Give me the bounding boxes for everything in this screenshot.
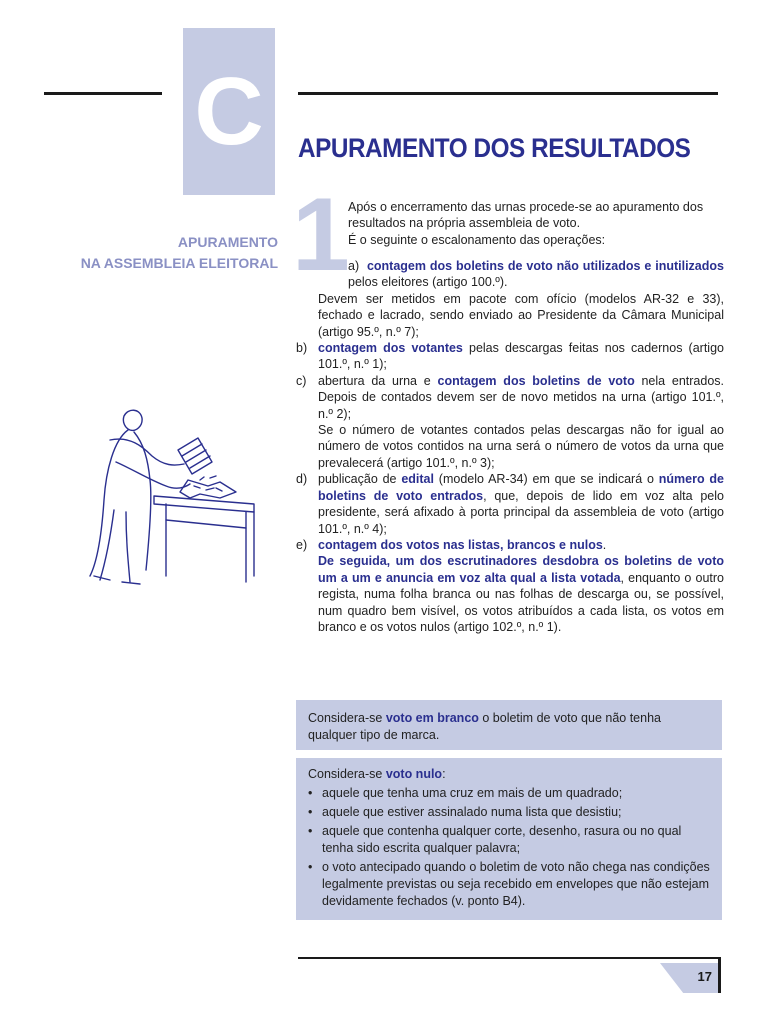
section-number: 1 [292, 177, 350, 293]
side-heading [20, 232, 278, 274]
operations-list [296, 258, 724, 635]
item-d-mid: (modelo AR-34) em que se indicará o [433, 472, 659, 487]
table-stretcher [166, 520, 246, 528]
table-legs [166, 504, 254, 582]
null-vote-after: : [442, 767, 446, 781]
null-vote-definition-box [296, 758, 722, 920]
item-d-bold-1: edital [401, 472, 434, 487]
item-b-label: b) [296, 341, 308, 356]
null-vote-before: Considera-se [308, 767, 386, 781]
item-c-text: nela entrados. Depois de contados devem ser de novo metidos na urna (artigo 101.º, n.º 2); [318, 373, 724, 421]
item-c-extra: Se o número de votantes contados pelas descargas não for igual ao número de votos contidos na urna será o número de votos da urna que prevalecerá (artigo 101.º, n.º 3); [318, 423, 724, 470]
figure-back [90, 430, 128, 576]
item-d-bold-2: número de boletins de voto entrados [318, 472, 724, 503]
page-number: 17 [697, 969, 712, 984]
item-a [296, 258, 724, 291]
null-vote-bullet-1: • aquele que tenha uma cruz em mais de um quadrado; [308, 786, 623, 800]
blank-vote-definition-box [296, 700, 722, 750]
voter-emptying-ballot-box-illustration [70, 400, 270, 590]
footer-rule [298, 957, 718, 959]
item-d-before: publicação de [318, 472, 402, 487]
intro-paragraph-1: Após o encerramento das urnas procede-se ao apuramento dos resultados na própria assembleia de voto. [348, 200, 704, 231]
null-vote-bold: voto nulo [385, 767, 443, 781]
chapter-letter: C [183, 28, 275, 195]
figure-arm-lower [116, 462, 190, 488]
item-c-label: c) [296, 373, 307, 388]
item-e-after-1: . [602, 537, 607, 552]
table-top [154, 496, 254, 512]
item-c-bold: contagem dos boletins de voto [437, 373, 635, 388]
null-vote-bullet-3: • aquele que contenha qualquer corte, desenho, rasura ou no qual tenha sido escrita qualquer palavra; [308, 824, 682, 855]
item-e [296, 537, 724, 635]
page-title: APURAMENTO DOS RESULTADOS [298, 133, 691, 163]
item-e-label: e) [296, 537, 308, 552]
item-e-text: , enquanto o outro regista, numa folha branca ou nas folhas de descarga ou, se possível, num quadro bem visível, os votos atribuídos a cada lista, os votos em branco e os votos nulos (artigo 102.º, n.º 1). [318, 570, 724, 634]
item-c-before: abertura da urna e [318, 373, 438, 388]
item-e-bold-2: De seguida, um dos escrutinadores desdobra os boletins de voto um a um e anuncia em voz alta qual a lista votada [318, 554, 724, 585]
figure-head [123, 410, 142, 430]
blank-vote-text: o boletim de voto que não tenha qualquer tipo de marca. [308, 711, 661, 742]
blank-vote-bold: voto em branco [385, 711, 479, 725]
item-b [296, 340, 724, 373]
side-heading-line-2: NA ASSEMBLEIA ELEITORAL [80, 255, 278, 271]
item-a-extra: Devem ser metidos em pacote com ofício (modelos AR-32 e 33), fechado e lacrado, sendo enviado ao Presidente da Câmara Municipal (artigo 95.º, n.º 7); [318, 291, 724, 339]
item-b-text: pelas descargas feitas nos cadernos (artigo 101.º, n.º 1); [318, 341, 724, 372]
item-c [296, 373, 724, 422]
null-vote-bullet-2: • aquele que estiver assinalado numa lista que desistiu; [308, 805, 622, 819]
item-a-label: a) [348, 259, 360, 273]
item-a-bold: contagem dos boletins de voto não utilizados e inutilizados [366, 259, 724, 273]
null-vote-bullet-4: • o voto antecipado quando o boletim de voto não chega nas condições legalmente previstas ou seja recebido em envelopes que não estejam devidamente fechados (v. ponto B4). [308, 860, 710, 908]
figure-legs [100, 510, 130, 582]
intro-paragraph-2: É o seguinte o escalonamento das operações: [348, 232, 606, 247]
intro-text [348, 199, 724, 248]
side-heading-line-1: APURAMENTO [177, 234, 278, 250]
header-rule-right [298, 92, 718, 95]
item-d-label: d) [296, 472, 308, 487]
item-a-text: pelos eleitores (artigo 100.º). [348, 275, 508, 290]
header-rule-left [44, 92, 162, 95]
item-d [296, 471, 724, 537]
null-vote-heading [308, 766, 710, 783]
item-e-bold-1: contagem dos votos nas listas, brancos e nulos [318, 537, 603, 552]
item-d-text: , que, depois de lido em voz alta pelo presidente, será afixado à porta principal da assembleia de voto (artigo 101.º, n.º 4); [318, 488, 724, 536]
page-number-bar [718, 957, 721, 993]
figure-feet [94, 576, 140, 584]
blank-vote-before: Considera-se [308, 711, 386, 725]
item-b-bold: contagem dos votantes [318, 341, 463, 356]
